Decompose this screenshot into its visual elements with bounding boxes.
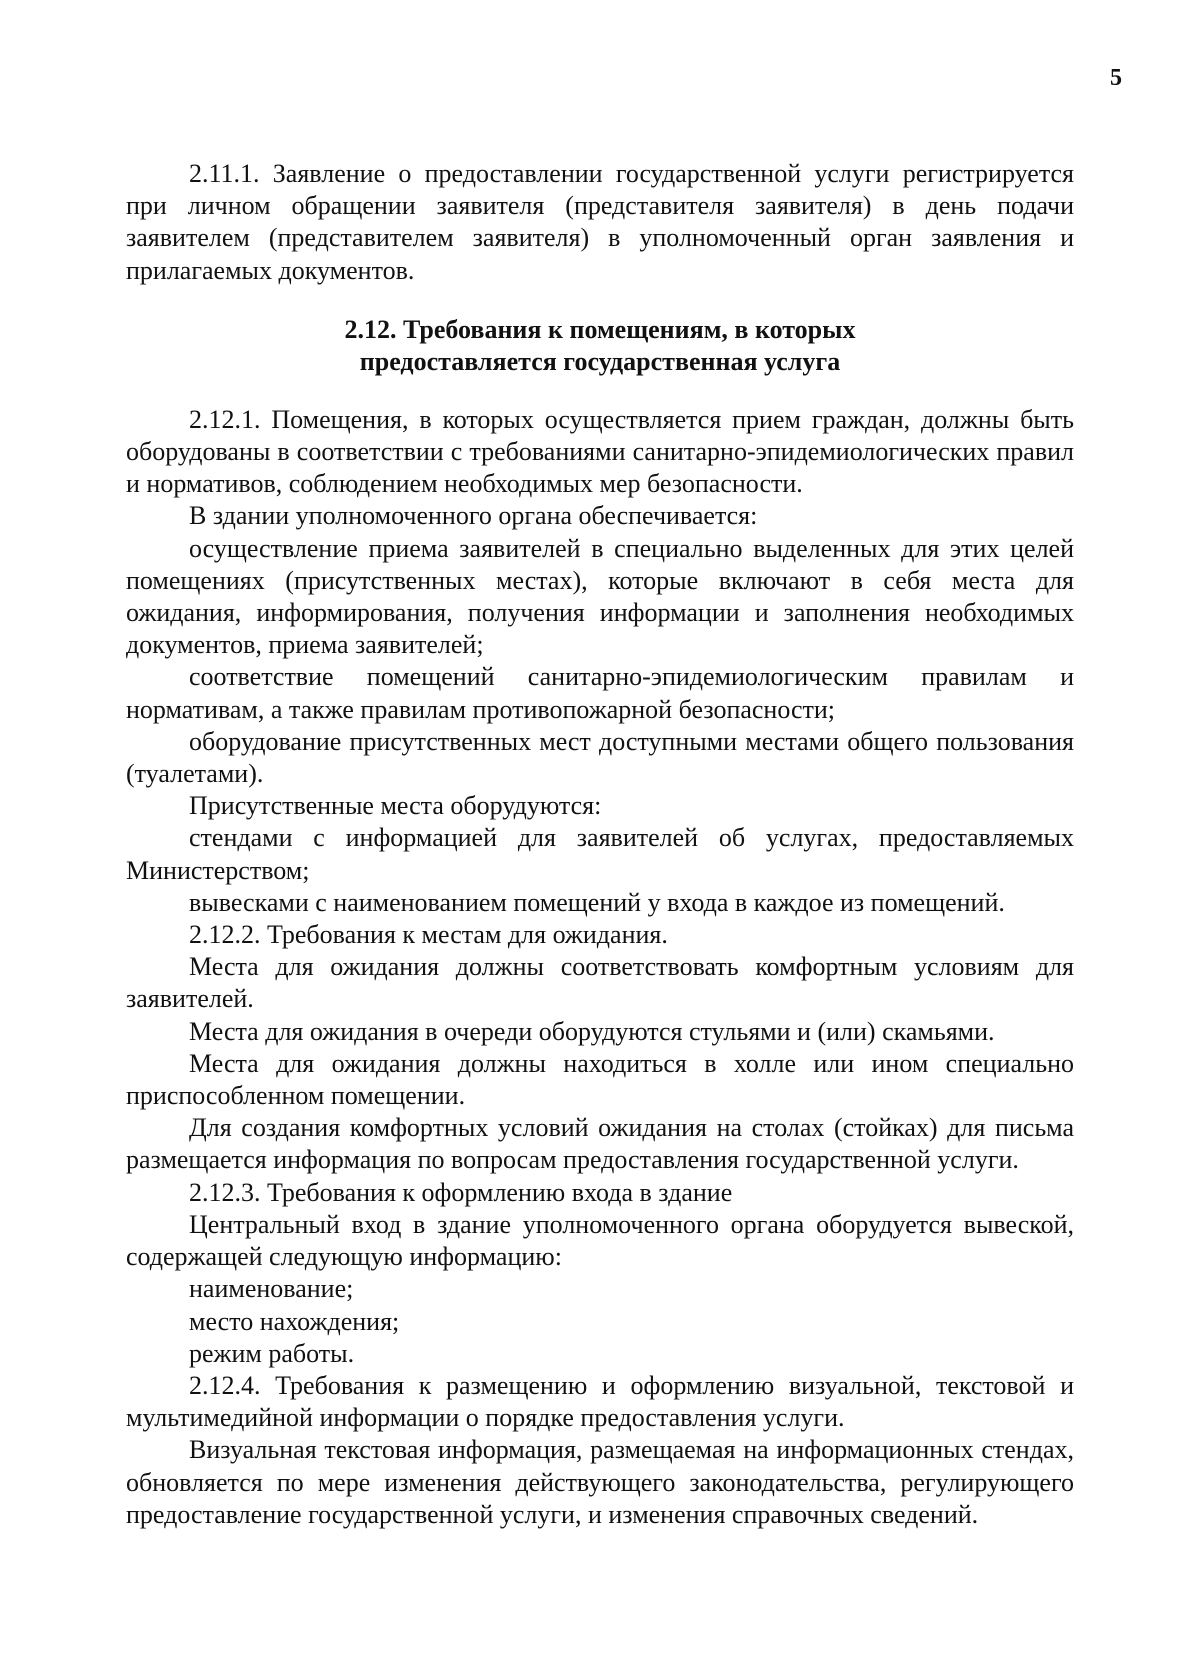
paragraph: Визуальная текстовая информация, размещаемая на информационных стендах, обновляется по мере изменения действующего законодательства, регулирующего предоставление государственной услуги, и изменения справочных сведений. xyxy=(126,1435,1074,1529)
paragraph: оборудование присутственных мест доступными местами общего пользования (туалетами). xyxy=(126,726,1074,789)
paragraph: Места для ожидания в очереди оборудуются стульями и (или) скамьями. xyxy=(189,1016,995,1046)
paragraph: стендами с информацией для заявителей об услугах, предоставляемых Министерством; xyxy=(126,823,1074,885)
paragraph-2-12-3: 2.12.3. Требования к оформлению входа в здание xyxy=(189,1177,733,1207)
paragraph: Для создания комфортных условий ожидания на столах (стойках) для письма размещается информация по вопросам предоставления государственной услуги. xyxy=(126,1113,1074,1175)
section-heading-line: 2.12. Требования к помещениям, в которых xyxy=(344,314,856,344)
list-item: режим работы. xyxy=(189,1338,355,1368)
paragraph: Места для ожидания должны соответствовать комфортным условиям для заявителей. xyxy=(126,952,1074,1014)
paragraph-2-12-4: 2.12.4. Требования к размещению и оформлению визуальной, текстовой и мультимедийной информации о порядке предоставления услуги. xyxy=(126,1370,1074,1433)
paragraph: осуществление приема заявителей в специально выделенных для этих целей помещениях (присутственных местах), которые включают в себя места для ожидания, информирования, получения информации и заполнения необходимых документов, приема заявителей; xyxy=(126,533,1074,660)
paragraph: Центральный вход в здание уполномоченного органа оборудуется вывеской, содержащей следующую информацию: xyxy=(126,1209,1074,1272)
paragraph-2-12-1: 2.12.1. Помещения, в которых осуществляется прием граждан, должны быть оборудованы в соответствии с требованиями санитарно-эпидемиологических правил и нормативов, соблюдением необходимых мер безопасности. xyxy=(126,404,1074,499)
section-heading-line: предоставляется государственная услуга xyxy=(359,346,841,376)
paragraph-2-11-1: 2.11.1. Заявление о предоставлении государственной услуги регистрируется при личном обращении заявителя (представителя заявителя) в день подачи заявителем (представителем заявителя) в уполномоченный орган заявления и прилагаемых документов. xyxy=(126,159,1074,285)
section-heading-2-12 xyxy=(126,314,1074,378)
list-item: наименование; xyxy=(189,1274,354,1304)
paragraph: соответствие помещений санитарно-эпидемиологическим правилам и нормативам, а также правилам противопожарной безопасности; xyxy=(126,662,1074,724)
paragraph-2-12-2: 2.12.2. Требования к местам для ожидания. xyxy=(189,920,668,950)
paragraph: Места для ожидания должны находиться в холле или ином специально приспособленном помещении. xyxy=(126,1048,1074,1111)
page-number: 5 xyxy=(1110,65,1122,91)
list-item: место нахождения; xyxy=(189,1306,400,1336)
paragraph: Присутственные места оборудуются: xyxy=(189,791,602,821)
paragraph: В здании уполномоченного органа обеспечивается: xyxy=(189,501,758,531)
paragraph: вывесками с наименованием помещений у входа в каждое из помещений. xyxy=(189,887,1005,917)
document-body xyxy=(126,158,1074,1531)
